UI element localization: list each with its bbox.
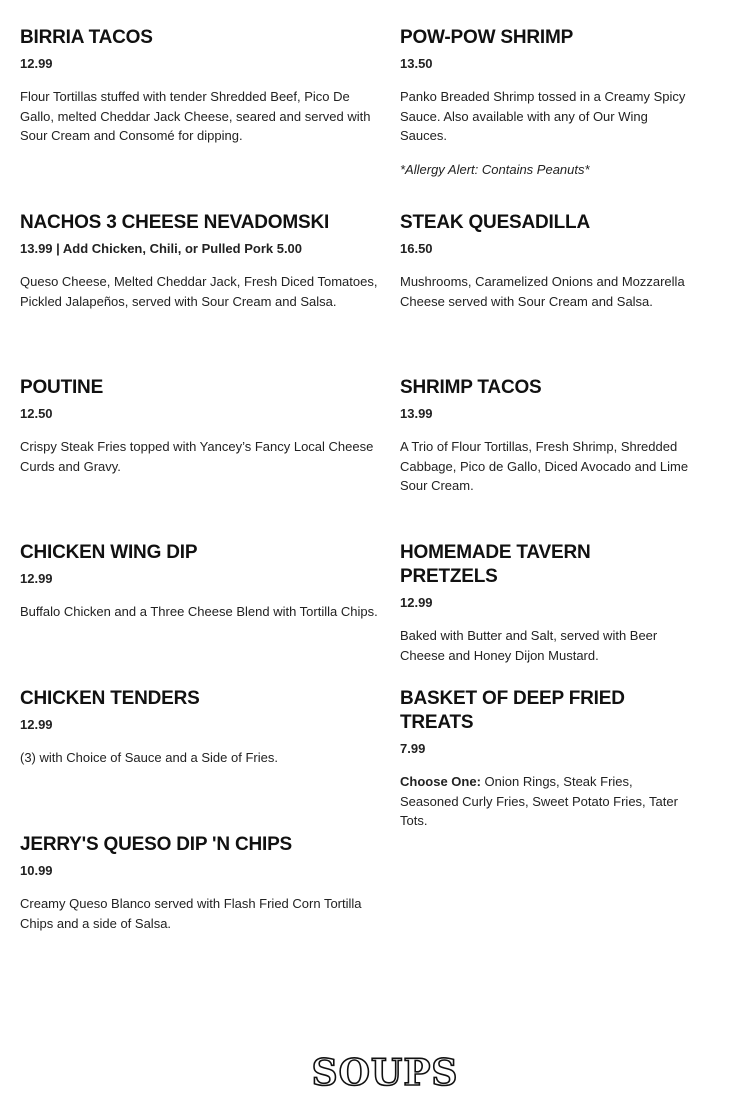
item-price: 7.99 [400, 741, 426, 756]
item-description: Queso Cheese, Melted Cheddar Jack, Fresh Diced Tomatoes, Pickled Jalapeños, served with Sour Cream and Salsa. [20, 274, 378, 309]
item-name: CHICKEN WING DIP [20, 542, 198, 563]
item-name: POUTINE [20, 377, 104, 398]
item-description: Panko Breaded Shrimp tossed in a Creamy Spicy Sauce. Also available with any of Our Wing Sauces. [400, 89, 686, 143]
menu-item-chicken-wing-dip [20, 541, 400, 687]
description-lead: Choose One: [400, 774, 481, 789]
menu-item-chicken-tenders [20, 687, 400, 833]
item-price: 12.50 [20, 406, 53, 421]
item-name: POW-POW SHRIMP [400, 27, 574, 48]
item-description: Flour Tortillas stuffed with tender Shredded Beef, Pico De Gallo, melted Cheddar Jack Cheese, seared and served with Sour Cream and Consomé for dipping. [20, 89, 371, 143]
item-price: 12.99 [20, 56, 53, 71]
allergy-note: *Allergy Alert: Contains Peanuts* [400, 161, 590, 177]
item-price: 13.50 [400, 56, 433, 71]
section-title-text: SOUPS [311, 1052, 459, 1092]
item-description: A Trio of Flour Tortillas, Fresh Shrimp, Shredded Cabbage, Pico de Gallo, Diced Avocado and Lime Sour Cream. [400, 439, 689, 493]
description-text: Onion Rings, Steak Fries, Seasoned Curly Fries, Sweet Potato Fries, Tater Tots. [400, 774, 678, 828]
item-description: (3) with Choice of Sauce and a Side of Fries. [20, 750, 278, 765]
menu-item-pow-pow-shrimp [400, 26, 710, 211]
item-name: CHICKEN TENDERS [20, 688, 200, 709]
item-price: 12.99 [20, 571, 53, 586]
item-description: Buffalo Chicken and a Three Cheese Blend with Tortilla Chips. [20, 604, 378, 619]
menu-item-shrimp-tacos [400, 376, 710, 541]
menu-item-poutine [20, 376, 400, 541]
item-description: Mushrooms, Caramelized Onions and Mozzarella Cheese served with Sour Cream and Salsa. [400, 274, 685, 309]
soups-heading-graphic [305, 1052, 465, 1092]
item-price: 16.50 [400, 241, 433, 256]
item-price: 12.99 [400, 595, 433, 610]
section-heading-soups [0, 1052, 730, 1097]
item-price: 13.99 | Add Chicken, Chili, or Pulled Pork 5.00 [20, 241, 303, 256]
item-name: BASKET OF DEEP FRIED TREATS [400, 688, 625, 733]
item-price: 13.99 [400, 406, 433, 421]
menu-item-deep-fried-treats [400, 687, 710, 833]
item-description: Crispy Steak Fries topped with Yancey’s Fancy Local Cheese Curds and Gravy. [20, 439, 374, 474]
item-description [400, 772, 690, 831]
item-name: SHRIMP TACOS [400, 377, 542, 398]
menu-items-grid [20, 26, 710, 979]
item-name: JERRY'S QUESO DIP 'N CHIPS [20, 834, 293, 855]
item-name: STEAK QUESADILLA [400, 212, 590, 233]
menu-item-queso-dip [20, 833, 400, 979]
item-name: BIRRIA TACOS [20, 27, 153, 48]
menu-item-steak-quesadilla [400, 211, 710, 376]
item-name: HOMEMADE TAVERN PRETZELS [400, 542, 591, 587]
item-price: 12.99 [20, 717, 53, 732]
item-description: Creamy Queso Blanco served with Flash Fried Corn Tortilla Chips and a side of Salsa. [20, 896, 362, 931]
menu-item-tavern-pretzels [400, 541, 710, 687]
menu-item-birria-tacos [20, 26, 400, 211]
item-price: 10.99 [20, 863, 53, 878]
menu-item-nachos [20, 211, 400, 376]
item-name: NACHOS 3 CHEESE NEVADOMSKI [20, 212, 330, 233]
item-description: Baked with Butter and Salt, served with Beer Cheese and Honey Dijon Mustard. [400, 628, 658, 663]
